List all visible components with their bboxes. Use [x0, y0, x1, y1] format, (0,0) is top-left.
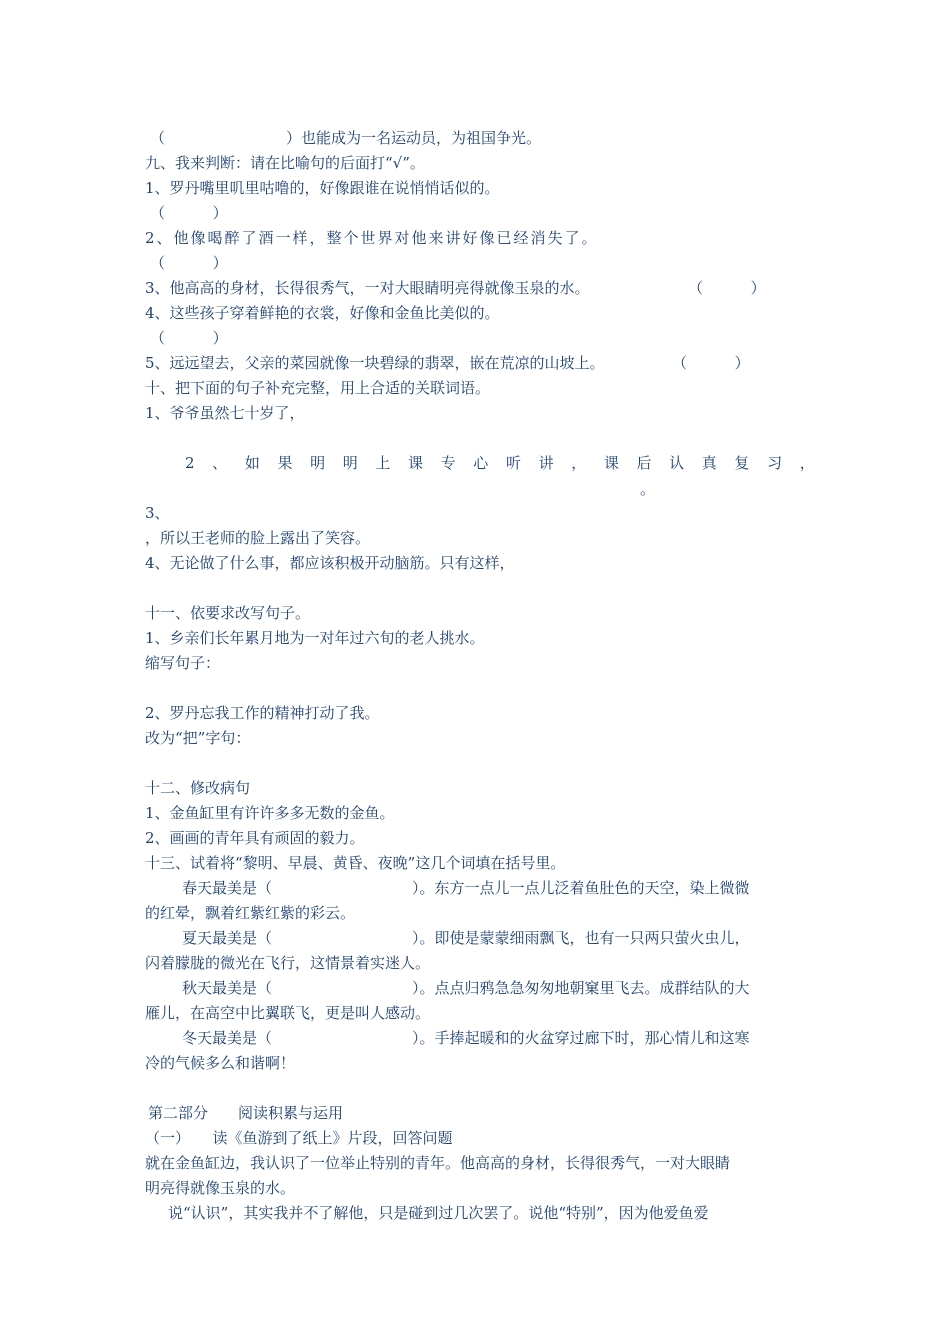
- complete-item-2-char: ，: [571, 454, 587, 472]
- judge-item-5: 5、远远望去，父亲的菜园就像一块碧绿的翡翠，嵌在荒凉的山坡上。: [145, 354, 605, 372]
- section-10-heading: 十、把下面的句子补充完整，用上合适的关联词语。: [145, 379, 491, 397]
- sentence-athlete: ）也能成为一名运动员，为祖国争光。: [286, 129, 542, 147]
- judge-item-4-answer-blank: （ ）: [150, 329, 228, 347]
- complete-item-2-char: 果: [277, 454, 293, 472]
- autumn-sentence-rest: ）。点点归鸦急急匆匆地朝窠里飞去。成群结队的大: [412, 979, 750, 997]
- complete-item-2-char: 2: [185, 454, 195, 472]
- complete-item-1: 1、爷爷虽然七十岁了，: [145, 404, 305, 422]
- complete-item-2-char: 专: [440, 454, 456, 472]
- complete-item-2-char: 习: [767, 454, 783, 472]
- section-13-heading: 十三、试着将“黎明、早晨、黄昏、夜晚”这几个词填在括号里。: [145, 854, 566, 872]
- complete-item-2-char: 真: [701, 454, 717, 472]
- complete-item-2-char: 认: [669, 454, 685, 472]
- autumn-sentence-cont: 雁儿，在高空中比翼联飞，更是叫人感动。: [145, 1004, 431, 1022]
- winter-sentence-start: 冬天最美是（: [182, 1029, 273, 1047]
- summer-sentence-cont: 闪着朦胧的微光在飞行，这情景着实迷人。: [145, 954, 431, 972]
- complete-item-2-char: 心: [473, 454, 489, 472]
- judge-item-4: 4、这些孩子穿着鲜艳的衣裳，好像和金鱼比美似的。: [145, 304, 500, 322]
- winter-sentence-cont: 冷的气候多么和谐啊！: [145, 1054, 296, 1072]
- complete-item-2-char: 、: [212, 454, 228, 472]
- complete-item-2-period: 。: [640, 480, 656, 498]
- complete-item-3-number: 3、: [145, 504, 170, 522]
- answer-blank-open-paren: （: [150, 129, 166, 147]
- summer-sentence-rest: ）。即使是蒙蒙细雨飘飞，也有一只两只萤火虫儿，: [412, 929, 750, 947]
- complete-item-4: 4、无论做了什么事，都应该积极开动脑筋。只有这样，: [145, 554, 515, 572]
- judge-item-3: 3、他高高的身材，长得很秀气，一对大眼睛明亮得就像玉泉的水。: [145, 279, 590, 297]
- complete-item-2-char: 讲: [538, 454, 554, 472]
- part-2-heading: 第二部分 阅读积累与运用: [148, 1104, 344, 1122]
- complete-item-3-text: ，所以王老师的脸上露出了笑容。: [145, 529, 371, 547]
- complete-item-2: [185, 452, 815, 474]
- rewrite-item-2-instruction: 改为“把”字句：: [145, 729, 251, 747]
- section-12-heading: 十二、修改病句: [145, 779, 251, 797]
- section-9-heading: 九、我来判断：请在比喻句的后面打“√”。: [145, 154, 425, 172]
- reading-passage-line: 就在金鱼缸边，我认识了一位举止特别的青年。他高高的身材，长得很秀气，一对大眼睛: [145, 1154, 731, 1172]
- summer-sentence-start: 夏天最美是（: [182, 929, 273, 947]
- spring-sentence-cont: 的红晕，飘着红紫红紫的彩云。: [145, 904, 356, 922]
- reading-passage-line: 说“认识”，其实我并不了解他，只是碰到过几次罢了。说他“特别”，因为他爱鱼爱: [168, 1204, 709, 1222]
- complete-item-2-char: 复: [734, 454, 750, 472]
- autumn-sentence-start: 秋天最美是（: [182, 979, 273, 997]
- judge-item-1: 1、罗丹嘴里叽里咕噜的，好像跟谁在说悄悄话似的。: [145, 179, 500, 197]
- judge-item-5-answer-blank: （ ）: [672, 354, 750, 372]
- correct-item-2: 2、画画的青年具有顽固的毅力。: [145, 829, 365, 847]
- complete-item-2-char: 明: [342, 454, 358, 472]
- complete-item-2-char: 听: [505, 454, 521, 472]
- rewrite-item-2: 2、罗丹忘我工作的精神打动了我。: [145, 704, 380, 722]
- judge-item-2: 2、他像喝醉了酒一样，整个世界对他来讲好像已经消失了。: [145, 229, 599, 247]
- judge-item-1-answer-blank: （ ）: [150, 204, 228, 222]
- winter-sentence-rest: ）。手捧起暖和的火盆穿过廊下时，那心情儿和这寒: [412, 1029, 750, 1047]
- complete-item-2-char: 明: [310, 454, 326, 472]
- rewrite-item-1-instruction: 缩写句子：: [145, 654, 221, 672]
- complete-item-2-char: 上: [375, 454, 391, 472]
- complete-item-2-char: 课: [408, 454, 424, 472]
- judge-item-3-answer-blank: （ ）: [688, 279, 766, 297]
- judge-item-2-answer-blank: （ ）: [150, 254, 228, 272]
- reading-passage-line: 明亮得就像玉泉的水。: [145, 1179, 296, 1197]
- rewrite-item-1: 1、乡亲们长年累月地为一对年过六旬的老人挑水。: [145, 629, 485, 647]
- spring-sentence-rest: ）。东方一点儿一点儿泛着鱼肚色的天空，染上微微: [412, 879, 750, 897]
- complete-item-2-char: 如: [244, 454, 260, 472]
- section-11-heading: 十一、依要求改写句子。: [145, 604, 311, 622]
- spring-sentence-start: 春天最美是（: [182, 879, 273, 897]
- reading-1-heading: （一） 读《鱼游到了纸上》片段，回答问题: [145, 1129, 453, 1147]
- complete-item-2-char: 后: [636, 454, 652, 472]
- complete-item-2-char: 课: [603, 454, 619, 472]
- correct-item-1: 1、金鱼缸里有许许多多无数的金鱼。: [145, 804, 395, 822]
- complete-item-2-char: ，: [799, 454, 815, 472]
